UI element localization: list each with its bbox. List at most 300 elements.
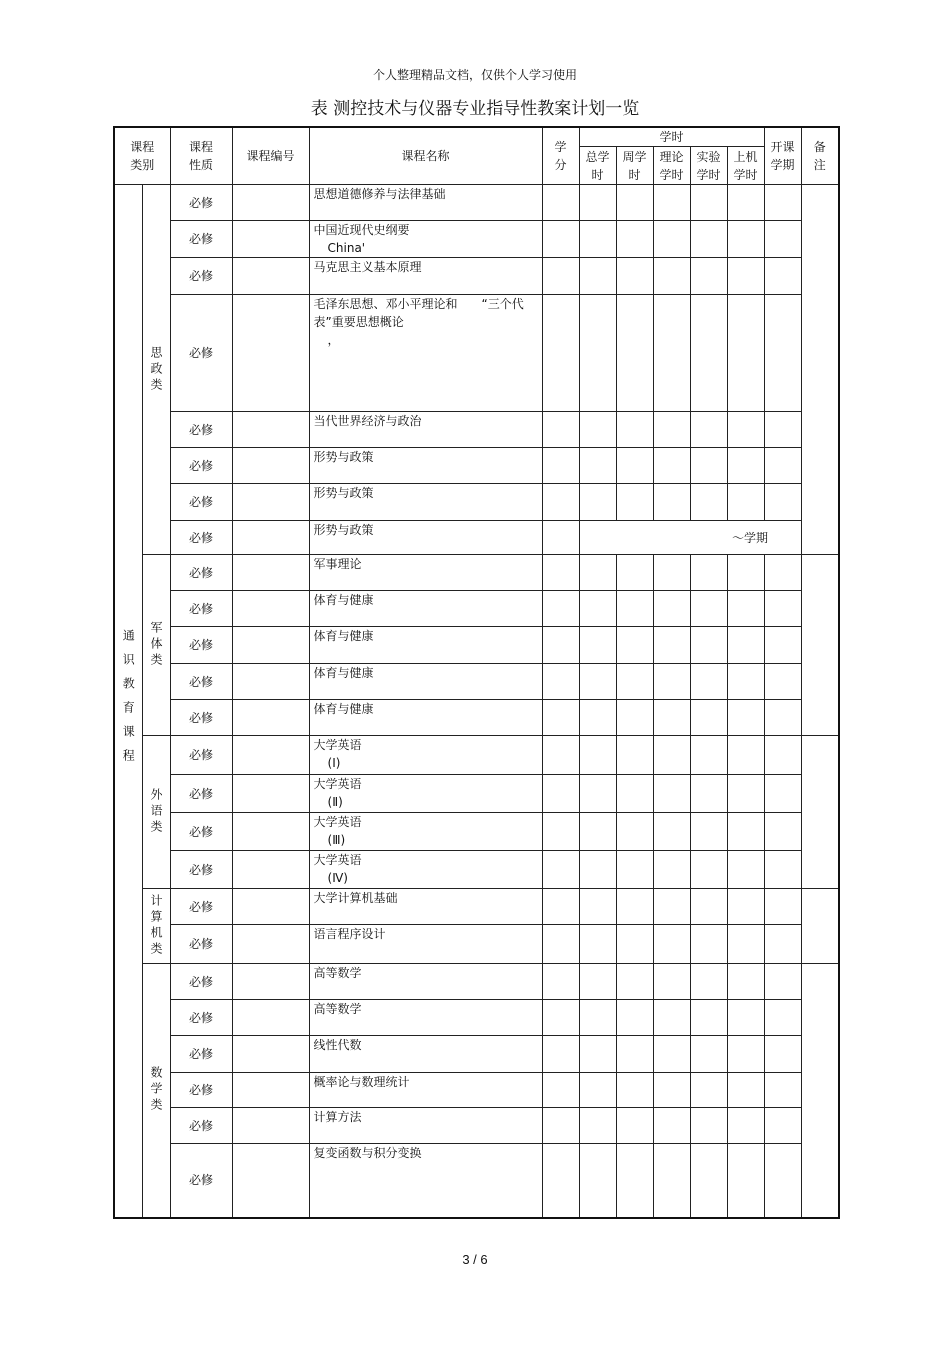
header-remark: 备注 bbox=[801, 127, 839, 185]
table-row bbox=[114, 521, 839, 555]
course-name: 复变函数与积分变换 bbox=[313, 1146, 422, 1160]
course-name: 体育与健康 bbox=[313, 702, 374, 716]
hours-cell bbox=[690, 185, 727, 221]
course-nature: 必修 bbox=[170, 889, 232, 925]
course-name: 大学英语 bbox=[313, 777, 362, 791]
hours-cell bbox=[616, 664, 653, 700]
hours-cell bbox=[690, 627, 727, 664]
course-code bbox=[232, 851, 309, 889]
table-row bbox=[114, 448, 839, 484]
hours-cell bbox=[579, 484, 616, 521]
hours-cell bbox=[727, 889, 764, 925]
group-label: 外语类 bbox=[149, 788, 163, 836]
hours-cell bbox=[727, 555, 764, 591]
hours-cell bbox=[653, 627, 690, 664]
course-name-cell bbox=[309, 591, 542, 627]
hours-cell bbox=[727, 964, 764, 1000]
course-name-cell bbox=[309, 925, 542, 964]
course-nature: 必修 bbox=[170, 1073, 232, 1108]
hours-cell bbox=[727, 627, 764, 664]
term-cell bbox=[764, 1036, 801, 1073]
course-name-cell bbox=[309, 1073, 542, 1108]
table-row bbox=[114, 736, 839, 775]
header-category: 课程类别 bbox=[114, 127, 170, 185]
course-name: 大学英语 bbox=[313, 815, 362, 829]
table-row bbox=[114, 258, 839, 295]
hours-cell bbox=[727, 1073, 764, 1108]
hours-cell bbox=[616, 1000, 653, 1036]
course-nature: 必修 bbox=[170, 700, 232, 736]
course-name: 中国近现代史纲要 bbox=[313, 223, 410, 237]
hours-cell bbox=[579, 591, 616, 627]
course-name-cell bbox=[309, 521, 542, 555]
hours-cell bbox=[690, 484, 727, 521]
course-name: 体育与健康 bbox=[313, 593, 374, 607]
course-name-cell bbox=[309, 448, 542, 484]
hours-cell bbox=[653, 889, 690, 925]
course-code bbox=[232, 1073, 309, 1108]
course-nature: 必修 bbox=[170, 448, 232, 484]
course-code bbox=[232, 185, 309, 221]
table-row bbox=[114, 295, 839, 412]
term-cell bbox=[764, 185, 801, 221]
hours-cell bbox=[616, 851, 653, 889]
course-nature: 必修 bbox=[170, 664, 232, 700]
remark-cell bbox=[801, 964, 839, 1218]
term-cell bbox=[764, 813, 801, 851]
credit-cell bbox=[542, 1108, 579, 1144]
hours-cell bbox=[653, 484, 690, 521]
hours-cell bbox=[616, 258, 653, 295]
group-cell bbox=[142, 964, 170, 1218]
credit-cell bbox=[542, 964, 579, 1000]
course-code bbox=[232, 775, 309, 813]
hours-cell bbox=[616, 412, 653, 448]
credit-cell bbox=[542, 925, 579, 964]
course-name: 体育与健康 bbox=[313, 629, 374, 643]
remark-cell bbox=[801, 889, 839, 964]
hours-cell bbox=[727, 1000, 764, 1036]
hours-cell bbox=[616, 484, 653, 521]
course-name: 当代世界经济与政治 bbox=[313, 414, 422, 428]
hours-cell bbox=[653, 775, 690, 813]
group-label: 数学类 bbox=[149, 1066, 163, 1115]
hours-cell bbox=[616, 813, 653, 851]
term-span-note: ～学期 bbox=[579, 521, 801, 555]
hours-cell bbox=[690, 775, 727, 813]
course-code bbox=[232, 964, 309, 1000]
course-name-cell bbox=[309, 851, 542, 889]
hours-cell bbox=[616, 185, 653, 221]
term-cell bbox=[764, 889, 801, 925]
term-cell bbox=[764, 591, 801, 627]
hours-cell bbox=[727, 448, 764, 484]
course-name: 思想道德修养与法律基础 bbox=[313, 187, 446, 201]
hours-cell bbox=[616, 925, 653, 964]
course-code bbox=[232, 813, 309, 851]
course-code bbox=[232, 736, 309, 775]
course-name: 大学英语 bbox=[313, 853, 362, 867]
course-nature: 必修 bbox=[170, 736, 232, 775]
table-row bbox=[114, 1108, 839, 1144]
group-cell bbox=[142, 185, 170, 555]
credit-cell bbox=[542, 775, 579, 813]
hours-cell bbox=[579, 185, 616, 221]
credit-cell bbox=[542, 889, 579, 925]
hours-cell bbox=[579, 258, 616, 295]
hours-cell bbox=[690, 1073, 727, 1108]
hours-cell bbox=[653, 925, 690, 964]
course-nature: 必修 bbox=[170, 775, 232, 813]
course-name: 大学计算机基础 bbox=[313, 891, 398, 905]
credit-cell bbox=[542, 295, 579, 412]
hours-cell bbox=[690, 1000, 727, 1036]
header-term: 开课学期 bbox=[764, 127, 801, 185]
course-name-cell bbox=[309, 484, 542, 521]
course-name: 语言程序设计 bbox=[313, 927, 386, 941]
remark-cell bbox=[801, 555, 839, 736]
course-nature: 必修 bbox=[170, 1144, 232, 1218]
course-name: 体育与健康 bbox=[313, 666, 374, 680]
table-row bbox=[114, 889, 839, 925]
course-name: 概率论与数理统计 bbox=[313, 1075, 410, 1089]
hours-cell bbox=[727, 925, 764, 964]
hours-cell bbox=[653, 1144, 690, 1218]
table-row bbox=[114, 1000, 839, 1036]
course-name-cell bbox=[309, 1000, 542, 1036]
course-code bbox=[232, 627, 309, 664]
hours-cell bbox=[653, 295, 690, 412]
credit-cell bbox=[542, 736, 579, 775]
course-nature: 必修 bbox=[170, 813, 232, 851]
hours-cell bbox=[616, 555, 653, 591]
course-name: 高等数学 bbox=[313, 1002, 362, 1016]
table-row bbox=[114, 964, 839, 1000]
table-row bbox=[114, 664, 839, 700]
course-nature: 必修 bbox=[170, 851, 232, 889]
course-nature: 必修 bbox=[170, 964, 232, 1000]
term-cell bbox=[764, 627, 801, 664]
hours-cell bbox=[653, 412, 690, 448]
hours-cell bbox=[690, 700, 727, 736]
hours-cell bbox=[727, 664, 764, 700]
course-name-cell bbox=[309, 412, 542, 448]
course-code bbox=[232, 258, 309, 295]
course-name-cell bbox=[309, 555, 542, 591]
header-hours-computer: 上机学时 bbox=[727, 147, 764, 185]
hours-cell bbox=[727, 591, 764, 627]
hours-cell bbox=[690, 736, 727, 775]
remark-cell bbox=[801, 185, 839, 555]
header-hours-lab: 实验学时 bbox=[690, 147, 727, 185]
group-label: 思政类 bbox=[149, 345, 163, 394]
hours-cell bbox=[727, 700, 764, 736]
course-nature: 必修 bbox=[170, 185, 232, 221]
course-name-cell bbox=[309, 889, 542, 925]
document-title: 表 测控技术与仪器专业指导性教案计划一览 bbox=[310, 99, 640, 119]
hours-cell bbox=[653, 221, 690, 258]
course-name: 线性代数 bbox=[313, 1038, 362, 1052]
course-name-cell bbox=[309, 775, 542, 813]
hours-cell bbox=[616, 627, 653, 664]
credit-cell bbox=[542, 555, 579, 591]
hours-cell bbox=[653, 964, 690, 1000]
course-name-cell bbox=[309, 258, 542, 295]
course-name: 毛泽东思想、邓小平理论和 “三个代表”重要思想概论 bbox=[313, 297, 524, 329]
hours-cell bbox=[727, 221, 764, 258]
credit-cell bbox=[542, 700, 579, 736]
term-cell bbox=[764, 700, 801, 736]
course-nature: 必修 bbox=[170, 1000, 232, 1036]
course-code bbox=[232, 700, 309, 736]
course-code bbox=[232, 925, 309, 964]
course-code bbox=[232, 664, 309, 700]
hours-cell bbox=[653, 591, 690, 627]
table-row bbox=[114, 1036, 839, 1073]
hours-cell bbox=[579, 664, 616, 700]
credit-cell bbox=[542, 1073, 579, 1108]
hours-cell bbox=[653, 736, 690, 775]
hours-cell bbox=[579, 925, 616, 964]
course-name: 形势与政策 bbox=[313, 523, 374, 537]
term-cell bbox=[764, 258, 801, 295]
table-row bbox=[114, 813, 839, 851]
hours-cell bbox=[690, 851, 727, 889]
hours-cell bbox=[653, 1036, 690, 1073]
hours-cell bbox=[690, 295, 727, 412]
hours-cell bbox=[690, 258, 727, 295]
group-label: 计算机类 bbox=[149, 894, 163, 958]
credit-cell bbox=[542, 1000, 579, 1036]
hours-cell bbox=[727, 484, 764, 521]
hours-cell bbox=[727, 258, 764, 295]
course-nature: 必修 bbox=[170, 591, 232, 627]
course-code bbox=[232, 448, 309, 484]
header-hours-weekly: 周学时 bbox=[616, 147, 653, 185]
course-nature: 必修 bbox=[170, 221, 232, 258]
hours-cell bbox=[579, 295, 616, 412]
course-code bbox=[232, 221, 309, 258]
hours-cell bbox=[690, 664, 727, 700]
course-name-cell bbox=[309, 736, 542, 775]
course-name-cell bbox=[309, 627, 542, 664]
term-cell bbox=[764, 221, 801, 258]
credit-cell bbox=[542, 664, 579, 700]
hours-cell bbox=[579, 412, 616, 448]
remark-cell bbox=[801, 736, 839, 889]
hours-cell bbox=[579, 1144, 616, 1218]
header-hours-total: 总学时 bbox=[579, 147, 616, 185]
hours-cell bbox=[616, 448, 653, 484]
table-row bbox=[114, 925, 839, 964]
hours-cell bbox=[616, 221, 653, 258]
hours-cell bbox=[579, 627, 616, 664]
hours-cell bbox=[690, 1108, 727, 1144]
term-cell bbox=[764, 412, 801, 448]
term-cell bbox=[764, 851, 801, 889]
page-number: 3 / 6 bbox=[462, 1252, 488, 1267]
course-code bbox=[232, 555, 309, 591]
term-cell bbox=[764, 925, 801, 964]
hours-cell bbox=[690, 813, 727, 851]
group-cell bbox=[142, 736, 170, 889]
hours-cell bbox=[690, 221, 727, 258]
hours-cell bbox=[579, 964, 616, 1000]
hours-cell bbox=[690, 889, 727, 925]
hours-cell bbox=[616, 1144, 653, 1218]
course-name: 大学英语 bbox=[313, 738, 362, 752]
credit-cell bbox=[542, 412, 579, 448]
course-code bbox=[232, 1144, 309, 1218]
hours-cell bbox=[727, 775, 764, 813]
hours-cell bbox=[653, 448, 690, 484]
table-row bbox=[114, 700, 839, 736]
course-code bbox=[232, 1036, 309, 1073]
hours-cell bbox=[616, 964, 653, 1000]
course-code bbox=[232, 412, 309, 448]
credit-cell bbox=[542, 591, 579, 627]
course-name: 形势与政策 bbox=[313, 450, 374, 464]
hours-cell bbox=[579, 775, 616, 813]
credit-cell bbox=[542, 627, 579, 664]
course-name-cell bbox=[309, 1144, 542, 1218]
course-name-suffix: China' bbox=[327, 241, 366, 255]
course-name-suffix: (Ⅲ) bbox=[327, 833, 346, 847]
group-cell bbox=[142, 555, 170, 736]
hours-cell bbox=[579, 555, 616, 591]
course-name-cell bbox=[309, 700, 542, 736]
hours-cell bbox=[579, 1036, 616, 1073]
course-name-suffix: (Ⅰ) bbox=[327, 756, 341, 770]
term-cell bbox=[764, 295, 801, 412]
table-row bbox=[114, 851, 839, 889]
course-nature: 必修 bbox=[170, 412, 232, 448]
hours-cell bbox=[653, 555, 690, 591]
course-name-suffix: ， bbox=[327, 333, 340, 347]
course-name-cell bbox=[309, 964, 542, 1000]
hours-cell bbox=[579, 448, 616, 484]
term-cell bbox=[764, 555, 801, 591]
hours-cell bbox=[727, 736, 764, 775]
hours-cell bbox=[690, 964, 727, 1000]
hours-cell bbox=[690, 448, 727, 484]
table-row bbox=[114, 221, 839, 258]
credit-cell bbox=[542, 258, 579, 295]
course-code bbox=[232, 1000, 309, 1036]
hours-cell bbox=[653, 1073, 690, 1108]
header-nature: 课程性质 bbox=[170, 127, 232, 185]
hours-cell bbox=[690, 1144, 727, 1218]
hours-cell bbox=[616, 775, 653, 813]
hours-cell bbox=[579, 1073, 616, 1108]
credit-cell bbox=[542, 448, 579, 484]
course-code bbox=[232, 521, 309, 555]
term-cell bbox=[764, 736, 801, 775]
course-name: 军事理论 bbox=[313, 557, 362, 571]
course-name-cell bbox=[309, 1036, 542, 1073]
course-code bbox=[232, 591, 309, 627]
course-name: 计算方法 bbox=[313, 1110, 362, 1124]
course-name-cell bbox=[309, 1108, 542, 1144]
course-code bbox=[232, 484, 309, 521]
hours-cell bbox=[727, 1108, 764, 1144]
course-name: 马克思主义基本原理 bbox=[313, 260, 422, 274]
course-nature: 必修 bbox=[170, 627, 232, 664]
hours-cell bbox=[727, 1036, 764, 1073]
term-cell bbox=[764, 1073, 801, 1108]
hours-cell bbox=[579, 813, 616, 851]
hours-cell bbox=[579, 851, 616, 889]
credit-cell bbox=[542, 521, 579, 555]
hours-cell bbox=[653, 1000, 690, 1036]
header-name: 课程名称 bbox=[309, 127, 542, 185]
hours-cell bbox=[690, 591, 727, 627]
header-hours-theory: 理论学时 bbox=[653, 147, 690, 185]
header-hours-group: 学时 bbox=[579, 127, 764, 147]
hours-cell bbox=[616, 591, 653, 627]
course-name: 高等数学 bbox=[313, 966, 362, 980]
header-note: 个人整理精品文档，仅供个人学习使用 bbox=[372, 68, 577, 82]
hours-cell bbox=[653, 851, 690, 889]
term-cell bbox=[764, 1144, 801, 1218]
course-nature: 必修 bbox=[170, 555, 232, 591]
credit-cell bbox=[542, 851, 579, 889]
course-name-cell bbox=[309, 664, 542, 700]
credit-cell bbox=[542, 1144, 579, 1218]
hours-cell bbox=[653, 700, 690, 736]
term-cell bbox=[764, 1000, 801, 1036]
hours-cell bbox=[653, 1108, 690, 1144]
table-row bbox=[114, 775, 839, 813]
hours-cell bbox=[616, 736, 653, 775]
course-plan-table bbox=[113, 126, 840, 1219]
hours-cell bbox=[727, 851, 764, 889]
hours-cell bbox=[727, 185, 764, 221]
group-cell bbox=[142, 889, 170, 964]
credit-cell bbox=[542, 221, 579, 258]
course-nature: 必修 bbox=[170, 484, 232, 521]
course-name-cell bbox=[309, 295, 542, 412]
hours-cell bbox=[727, 412, 764, 448]
table-row bbox=[114, 1073, 839, 1108]
term-cell bbox=[764, 484, 801, 521]
hours-cell bbox=[579, 889, 616, 925]
table-row bbox=[114, 185, 839, 221]
credit-cell bbox=[542, 185, 579, 221]
table-row bbox=[114, 591, 839, 627]
credit-cell bbox=[542, 1036, 579, 1073]
course-nature: 必修 bbox=[170, 258, 232, 295]
course-code bbox=[232, 295, 309, 412]
course-nature: 必修 bbox=[170, 295, 232, 412]
hours-cell bbox=[579, 1108, 616, 1144]
header-code: 课程编号 bbox=[232, 127, 309, 185]
course-nature: 必修 bbox=[170, 521, 232, 555]
hours-cell bbox=[616, 1073, 653, 1108]
main-category-cell bbox=[114, 185, 142, 1218]
hours-cell bbox=[579, 221, 616, 258]
hours-cell bbox=[616, 1108, 653, 1144]
hours-cell bbox=[653, 664, 690, 700]
table-row bbox=[114, 1144, 839, 1218]
hours-cell bbox=[690, 1036, 727, 1073]
term-cell bbox=[764, 964, 801, 1000]
hours-cell bbox=[653, 185, 690, 221]
course-name-cell bbox=[309, 221, 542, 258]
course-name: 形势与政策 bbox=[313, 486, 374, 500]
course-nature: 必修 bbox=[170, 925, 232, 964]
hours-cell bbox=[616, 700, 653, 736]
